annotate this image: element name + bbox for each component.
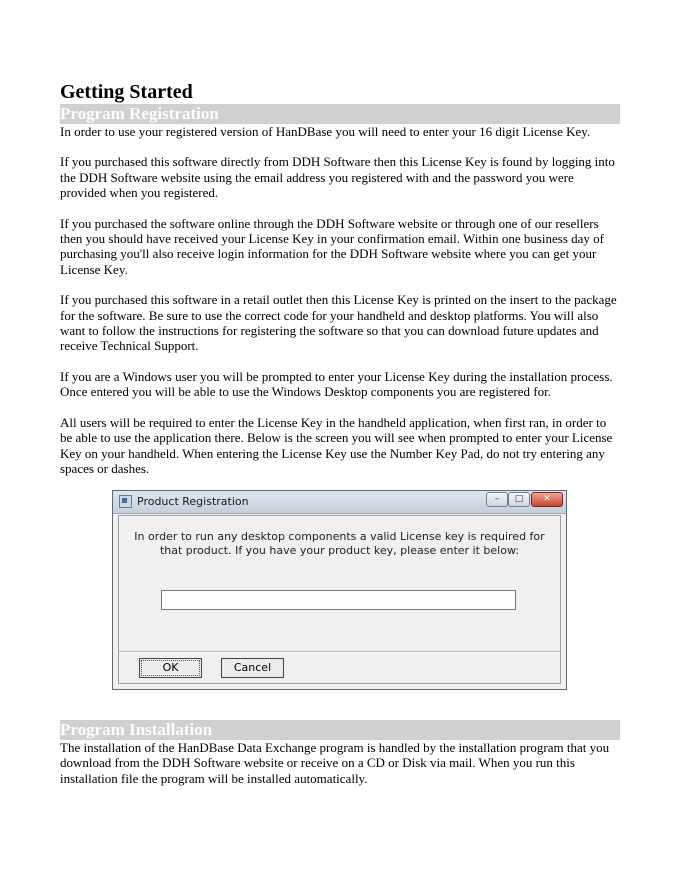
paragraph: If you purchased this software directly from DDH Software then this License Key is found by logging into the DDH Software website using the email address you registered with and the password you were provided when you registered. bbox=[60, 154, 615, 201]
dialog-prompt: In order to run any desktop components a valid License key is required for that product. If you have your product key, please enter it below: bbox=[134, 530, 545, 557]
paragraph: In order to use your registered version of HanDBase you will need to enter your 16 digit License Key. bbox=[60, 124, 591, 139]
divider bbox=[119, 651, 560, 653]
section-header-registration: Program Registration bbox=[60, 104, 620, 124]
cancel-button[interactable]: Cancel bbox=[221, 658, 284, 678]
minimize-icon[interactable]: – bbox=[486, 492, 508, 507]
app-icon bbox=[119, 495, 132, 508]
paragraph: All users will be required to enter the License Key in the handheld application, when first ran, in order to be able to use the application there. Below is the screen you will see when prompted to enter your License Key on your handheld. When entering the License Key use the Number Key Pad, do not try entering any spaces or dashes. bbox=[60, 414, 613, 476]
product-registration-dialog bbox=[112, 490, 567, 690]
dialog-client-area bbox=[118, 515, 561, 684]
document-body bbox=[60, 80, 620, 476]
paragraph: If you are a Windows user you will be prompted to enter your License Key during the installation process. Once entered you will be able to use the Windows Desktop components you are registered for. bbox=[60, 368, 613, 400]
dialog-titlebar[interactable] bbox=[113, 491, 566, 514]
dialog-title: Product Registration bbox=[137, 495, 249, 508]
paragraph: If you purchased this software in a retail outlet then this License Key is printed on the insert to the package for the software. Be sure to use the correct code for your handheld and desktop platforms. You will also want to follow the instructions for registering the software so that you can download future updates and receive Technical Support. bbox=[60, 292, 617, 354]
page-title: Getting Started bbox=[60, 81, 193, 103]
close-icon[interactable]: ✕ bbox=[531, 492, 563, 507]
installation-section bbox=[60, 720, 620, 786]
ok-button[interactable]: OK bbox=[139, 658, 202, 678]
section-header-installation: Program Installation bbox=[60, 720, 620, 740]
maximize-icon[interactable]: □ bbox=[508, 492, 530, 507]
paragraph: The installation of the HanDBase Data Exchange program is handled by the installation program that you download from the DDH Software website or receive on a CD or Disk via mail. When you run this installation file the program will be installed automatically. bbox=[60, 740, 610, 786]
license-key-input[interactable] bbox=[161, 590, 516, 610]
paragraph: If you purchased the software online through the DDH Software website or through one of our resellers then you should have received your License Key in your confirmation email. Within one business day of purchasing you'll also receive login information for the DDH Software website where you can get your License Key. bbox=[60, 215, 605, 277]
